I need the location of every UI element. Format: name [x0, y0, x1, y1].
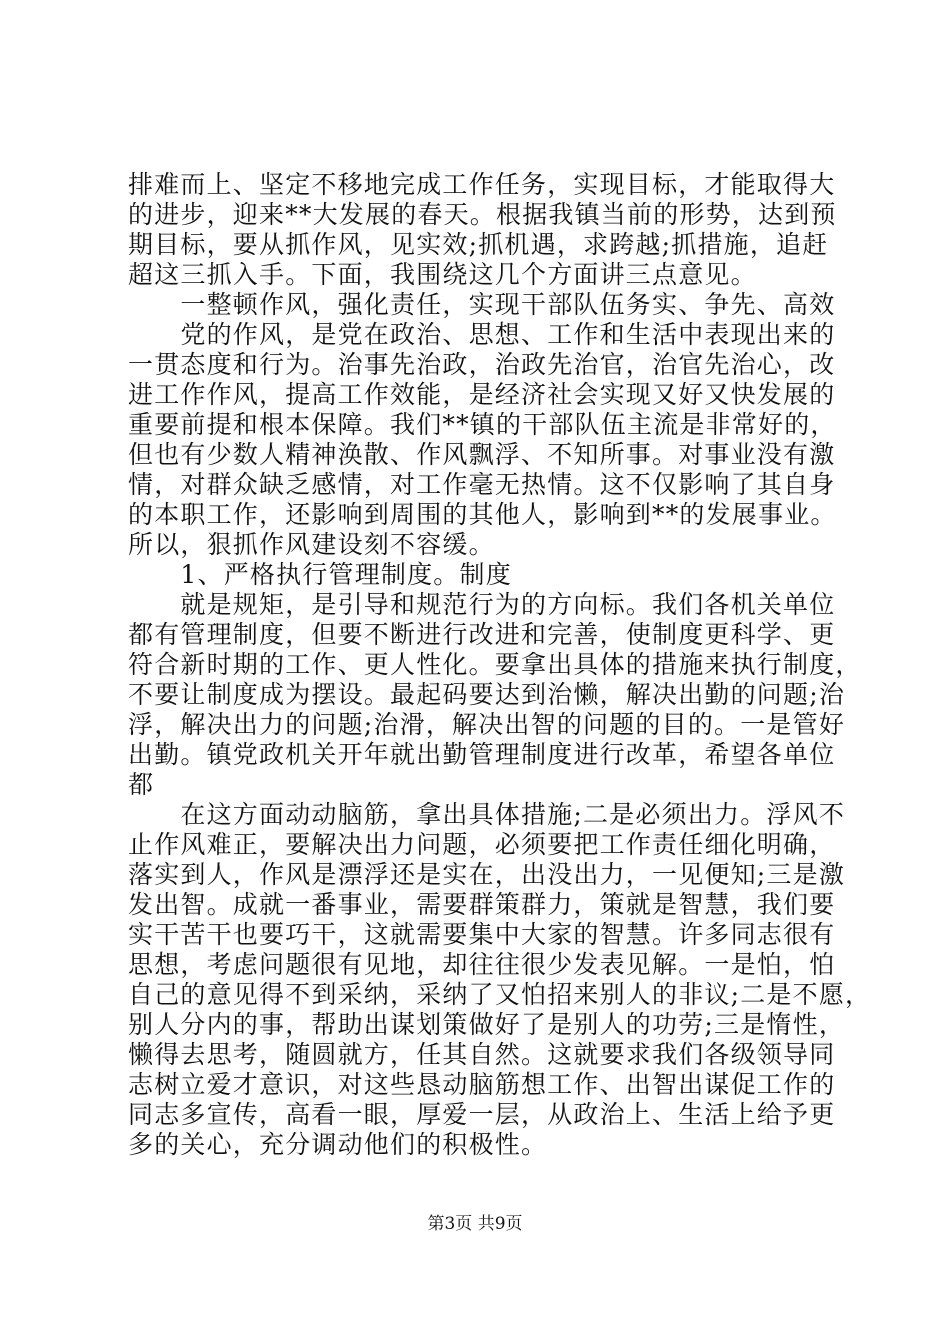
text-line: 自己的意见得不到采纳，采纳了又怕招来别人的非议;二是不愿，	[128, 980, 872, 1009]
text-line: 多的关心，充分调动他们的积极性。	[128, 1130, 548, 1159]
text-line: 党的作风，是党在政治、思想、工作和生活中表现出来的	[128, 320, 836, 349]
text-line: 排难而上、坚定不移地完成工作任务，实现目标，才能取得大	[128, 170, 836, 199]
text-line: 实干苦干也要巧干，这就需要集中大家的智慧。许多同志很有	[128, 920, 836, 949]
text-line: 发出智。成就一番事业，需要群策群力，策就是智慧，我们要	[128, 890, 836, 919]
text-line: 浮，解决出力的问题;治滑，解决出智的问题的目的。一是管好	[128, 710, 846, 739]
text-line: 志树立爱才意识，对这些恳动脑筋想工作、出智出谋促工作的	[128, 1070, 836, 1099]
text-line: 就是规矩，是引导和规范行为的方向标。我们各机关单位	[128, 590, 836, 619]
page-footer: 第3页 共9页	[427, 1214, 523, 1234]
text-line: 但也有少数人精神涣散、作风飘浮、不知所事。对事业没有激	[128, 440, 836, 469]
text-line: 一贯态度和行为。治事先治政，治政先治官，治官先治心，改	[128, 350, 836, 379]
text-line: 止作风难正，要解决出力问题，必须要把工作责任细化明确，	[128, 830, 836, 859]
text-line: 一整顿作风，强化责任，实现干部队伍务实、争先、高效	[128, 290, 836, 319]
text-line: 思想，考虑问题很有见地，却往往很少发表见解。一是怕，怕	[128, 950, 836, 979]
text-line: 重要前提和根本保障。我们**镇的干部队伍主流是非常好的，	[128, 410, 837, 439]
text-line: 别人分内的事，帮助出谋划策做好了是别人的功劳;三是惰性，	[128, 1010, 846, 1039]
text-line: 懒得去思考，随圆就方，任其自然。这就要求我们各级领导同	[128, 1040, 836, 1069]
text-line: 同志多宣传，高看一眼，厚爱一层，从政治上、生活上给予更	[128, 1100, 836, 1129]
text-line: 不要让制度成为摆设。最起码要达到治懒，解决出勤的问题;治	[128, 680, 846, 709]
text-line: 情，对群众缺乏感情，对工作毫无热情。这不仅影响了其自身	[128, 470, 836, 499]
text-line: 在这方面动动脑筋，拿出具体措施;二是必须出力。浮风不	[128, 800, 846, 829]
text-line: 都	[128, 770, 155, 799]
text-line: 所以，狠抓作风建设刻不容缓。	[128, 530, 495, 559]
text-line: 1、严格执行管理制度。制度	[128, 560, 512, 589]
text-line: 出勤。镇党政机关开年就出勤管理制度进行改革，希望各单位	[128, 740, 836, 769]
text-line: 超这三抓入手。下面，我围绕这几个方面讲三点意见。	[128, 260, 757, 289]
text-line: 的本职工作，还影响到周围的其他人，影响到**的发展事业。	[128, 500, 837, 529]
text-line: 进工作作风，提高工作效能，是经济社会实现又好又快发展的	[128, 380, 836, 409]
text-line: 的进步，迎来**大发展的春天。根据我镇当前的形势，达到预	[128, 200, 837, 229]
text-line: 都有管理制度，但要不断进行改进和完善，使制度更科学、更	[128, 620, 836, 649]
text-line: 期目标，要从抓作风，见实效;抓机遇，求跨越;抓措施，追赶	[128, 230, 829, 259]
text-line: 落实到人，作风是漂浮还是实在，出没出力，一见便知;三是激	[128, 860, 846, 889]
text-line: 符合新时期的工作、更人性化。要拿出具体的措施来执行制度，	[128, 650, 862, 679]
